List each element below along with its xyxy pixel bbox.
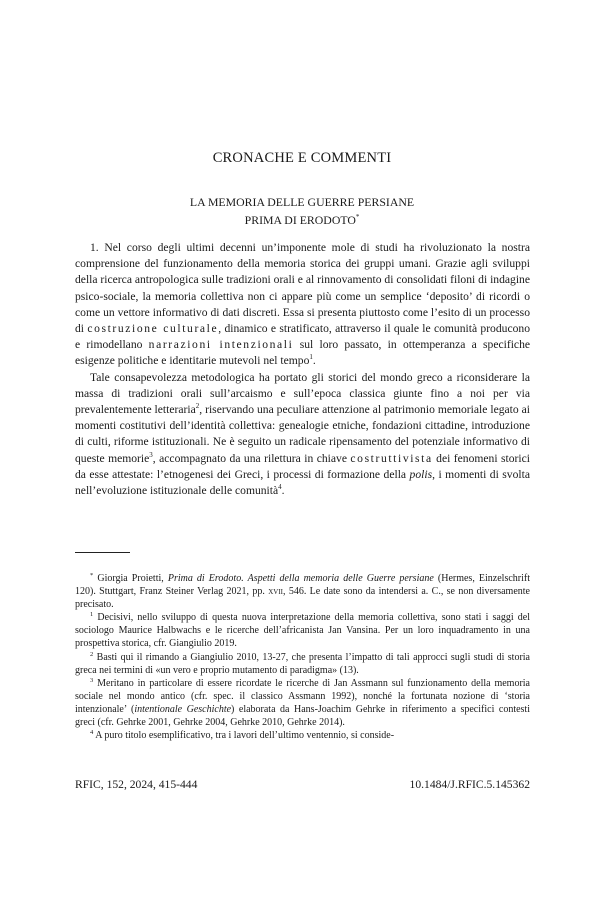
footnote-1-text: Decisivi, nello sviluppo di questa nuova interpretazione della memoria collettiva, sono stati i saggi del sociologo Maurice Halbwachs e le ricerche dell’africanista Jan Vansina. Per un loro inquadramento in una prospettiva storica, cfr. Giangiulio 2019. [75, 612, 531, 650]
footnote-ref-1[interactable]: 1 [309, 353, 313, 362]
paragraph-2-text-e: , i momenti di svolta nell’evoluzione istituzionale delle comunità [75, 467, 530, 498]
footnote-star-mark: * [90, 572, 94, 579]
footnote-divider [75, 552, 130, 553]
paragraph-2 [75, 370, 530, 500]
paragraph-2-text-d: dei fenomeni storici da esse attestate: l’etnogenesi dei Greci, i processi di formazione della [75, 451, 530, 481]
article-title [0, 195, 604, 228]
article-title-line-2 [0, 210, 604, 228]
footnote-ref-2[interactable]: 2 [195, 402, 200, 411]
spaced-term-costruttivista: costruttivista [350, 451, 433, 465]
paragraph-2-text-a: Tale consapevolezza metodologica ha portato gli storici del mondo greco a riconsiderare la massa di tradizioni orali sull’arcaismo e sull’epoca classica giunte fino a noi per via prevalentemente letteraria [75, 370, 530, 417]
doi[interactable]: 10.1484/J.RFIC.5.145362 [409, 778, 530, 791]
spaced-term-narrazioni-intenzionali: narrazioni intenzionali [148, 338, 294, 352]
paragraph-1-text-c: sul loro passato, in ottemperanza a specifiche esigenze politiche e identitarie mutevoli nel tempo [75, 338, 531, 368]
footnote-star-text-a: Giorgia Proietti, [97, 573, 168, 584]
title-footnote-mark: * [355, 213, 360, 221]
paragraph-2-text-b: , riservando una peculiare attenzione al patrimonio memoriale legato ai momenti costitutivi dell’identità collettiva: genealogie etniche, fondazioni cittadine, introduzione di culti, riforme istituzionali. Ne è seguito un radicale ripensamento del potenziale informativo di queste memorie [75, 403, 530, 465]
footnote-4-mark: 4 [90, 729, 94, 737]
footnote-3-mark: 3 [90, 676, 94, 684]
journal-citation: RFIC, 152, 2024, 415-444 [75, 778, 198, 791]
footnote-2-mark: 2 [90, 650, 94, 658]
paragraph-1 [75, 240, 530, 370]
footnote-2 [75, 651, 530, 677]
spaced-term-costruzione-culturale: costruzione culturale [87, 322, 219, 336]
paragraph-2-text-f: . [281, 484, 285, 498]
footnote-2-text: Basti qui il rimando a Giangiulio 2010, 13-27, che presenta l’impatto di tali approcci sugli studi di storia greca nei termini di «un vero e proprio mutamento di paradigma» (13). [75, 651, 530, 676]
paragraph-2-text-c: , accompagnato da una rilettura in chiave [152, 451, 351, 465]
footnote-star [75, 572, 530, 611]
article-body [75, 240, 530, 499]
footnote-star-text-c: , 546. Le date sono da intendersi a. C., se non diversamente precisato. [75, 586, 530, 611]
footnote-3 [75, 677, 530, 729]
footnote-1 [75, 611, 530, 650]
footnote-ref-4[interactable]: 4 [278, 483, 282, 492]
paragraph-1-text-d: . [312, 354, 316, 368]
page-footer [75, 778, 530, 791]
footnote-4 [75, 729, 530, 742]
footnote-ref-3[interactable]: 3 [149, 450, 153, 459]
italic-term-polis: polis [409, 467, 433, 481]
footnote-1-mark: 1 [90, 611, 94, 619]
footnote-star-roman-pages: xvii [268, 586, 283, 598]
footnote-3-text-a: Meritano in particolare di essere ricordate le ricerche di Jan Assmann sul funzionamento della memoria sociale nel mondo antico (cfr. spec. il classico Assmann 1992), nonché la fortunata nozione di ‘storia intenzionale’ ( [75, 677, 530, 715]
paragraph-1-text-a: 1. Nel corso degli ultimi decenni un’imponente mole di studi ha rivoluzionato la nostra comprensione del funzionamento della memoria storica dei gruppi umani. Grazie agli sviluppi della ricerca antropologica sulle tradizioni orali e al rinnovamento di consolidati filoni di indagine psico-sociale, la memoria collettiva non ci appare più come un semplice ‘deposito’ di ricordi o come un vettore informativo di dati discreti. Essa si presenta piuttosto come l’esito di un processo di [75, 241, 530, 336]
paragraph-1-text-b: , dinamico e stratificato, attraverso il quale le comunità producono e rimodellano [75, 322, 530, 352]
footnote-3-italic-term: intentionale Geschichte [134, 703, 232, 715]
section-title: CRONACHE E COMMENTI [212, 150, 392, 166]
article-title-line-2-text: PRIMA DI ERODOTO [244, 213, 356, 227]
footnote-star-text-b: (Hermes, Einzelschrift 120). Stuttgart, Franz Steiner Verlag 2021, pp. [75, 573, 530, 598]
footnote-4-text: A puro titolo esemplificativo, tra i lavori dell’ultimo ventennio, si conside- [95, 730, 395, 742]
footnote-3-text-b: ) elaborata da Hans-Joachim Gehrke in riferimento a specifici contesti greci (cfr. Gehrke 2001, Gehrke 2004, Gehrke 2010, Gehrke 2014). [75, 703, 530, 729]
article-title-line-1: LA MEMORIA DELLE GUERRE PERSIANE [189, 195, 415, 209]
footnotes [75, 572, 530, 742]
footnote-star-book-title: Prima di Erodoto. Aspetti della memoria delle Guerre persiane [167, 573, 434, 584]
